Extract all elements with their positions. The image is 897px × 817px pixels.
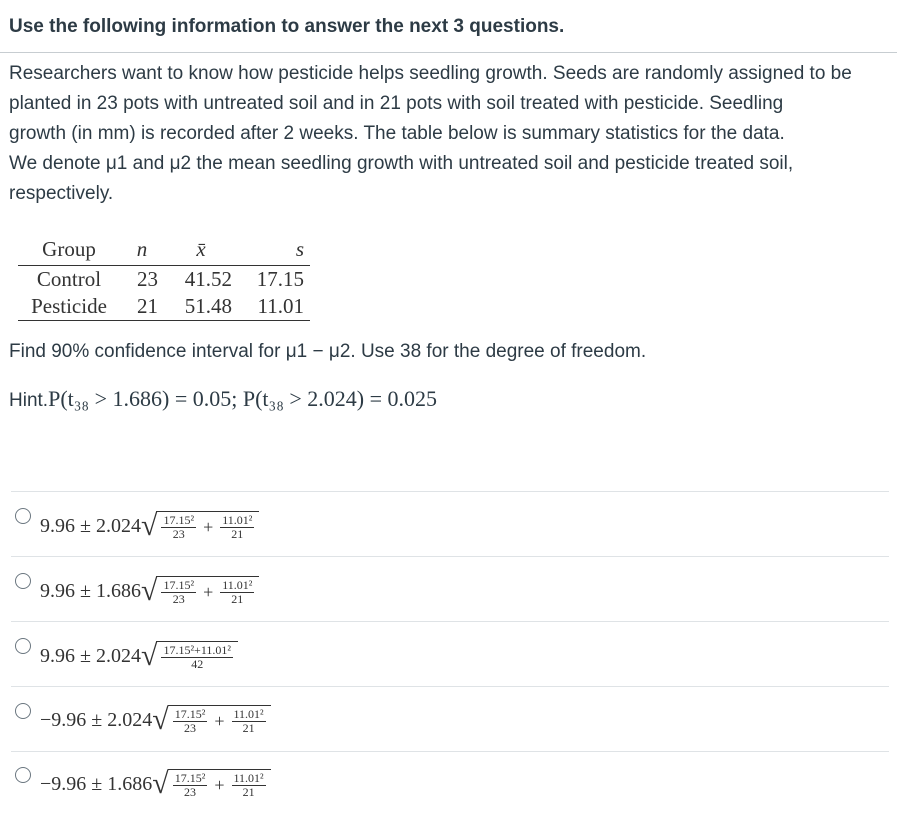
radical-sign: √	[152, 767, 169, 800]
option-e-radio[interactable]	[15, 767, 31, 783]
plus-minus-symbol: ±	[91, 708, 103, 731]
option-critical-value: 2.024	[95, 514, 141, 537]
plus-minus-symbol: ±	[80, 579, 91, 602]
header-group: Group	[18, 234, 120, 266]
plus-symbol: +	[203, 582, 214, 602]
paragraph-line-2: planted in 23 pots with untreated soil and in 21 pots with soil treated with pesticide. Seedling	[9, 93, 784, 114]
option-critical-value: 2.024	[95, 644, 141, 667]
fraction-numerator: 11.01²	[233, 707, 264, 721]
table-header-row	[18, 234, 310, 266]
cell-sd: 11.01	[238, 293, 310, 321]
option-divider	[11, 491, 889, 492]
option-d-expression[interactable]	[40, 702, 271, 738]
fraction-denominator: 21	[231, 592, 244, 606]
plus-symbol: +	[214, 775, 225, 795]
cell-group: Pesticide	[18, 293, 120, 321]
paragraph-line-4: We denote μ1 and μ2 the mean seedling growth with untreated soil and pesticide treated soil,	[9, 153, 794, 174]
fraction-denominator: 23	[172, 592, 185, 606]
hint-label: Hint.	[9, 390, 49, 411]
plus-symbol: +	[214, 711, 225, 731]
square-root	[141, 511, 259, 541]
fraction-denominator: 21	[231, 527, 244, 541]
option-center: 9.96	[40, 579, 75, 602]
question-text: Find 90% confidence interval for μ1 − μ2. Use 38 for the degree of freedom.	[9, 341, 647, 362]
option-divider	[11, 556, 889, 557]
cell-mean: 51.48	[164, 293, 238, 321]
summary-statistics-table	[18, 234, 310, 321]
fraction-numerator: 11.01²	[233, 771, 264, 785]
paragraph-line-1: Researchers want to know how pesticide helps seedling growth. Seeds are randomly assigned to be	[9, 63, 852, 84]
option-center: 9.96	[40, 644, 75, 667]
cell-n: 23	[137, 267, 158, 291]
option-center: −9.96	[40, 772, 87, 795]
plus-minus-symbol: ±	[91, 772, 103, 795]
option-divider	[11, 621, 889, 622]
option-a-radio[interactable]	[15, 508, 31, 524]
radical-sign: √	[140, 509, 158, 542]
paragraph-line-5: respectively.	[9, 183, 114, 204]
radical-sign: √	[140, 639, 158, 672]
option-d-radio[interactable]	[15, 703, 31, 719]
option-divider	[11, 686, 889, 687]
table-row	[18, 293, 310, 321]
radical-sign: √	[140, 574, 158, 607]
option-critical-value: 2.024	[107, 708, 153, 731]
option-divider	[11, 751, 889, 752]
option-b-radio[interactable]	[15, 573, 31, 589]
plus-symbol: +	[203, 517, 214, 537]
fraction-denominator: 23	[172, 527, 185, 541]
fraction-numerator: 17.15²	[163, 578, 195, 592]
square-root	[141, 641, 238, 671]
option-center: −9.96	[40, 708, 87, 731]
fraction-numerator: 17.15²	[163, 513, 195, 527]
option-center: 9.96	[40, 514, 75, 537]
option-b-expression[interactable]	[40, 573, 259, 609]
fraction-denominator: 42	[191, 657, 204, 671]
fraction-denominator: 21	[242, 785, 255, 799]
fraction-numerator: 11.01²	[222, 513, 253, 527]
plus-minus-symbol: ±	[80, 644, 91, 667]
fraction-numerator: 17.15²	[174, 771, 206, 785]
option-a-expression[interactable]	[40, 508, 259, 544]
square-root	[152, 769, 270, 799]
table-row	[18, 266, 310, 294]
header-n: n	[120, 234, 164, 266]
fraction-denominator: 21	[242, 721, 255, 735]
fraction-denominator: 23	[184, 721, 197, 735]
hint-expression: P(t₃₈ > 1.686) = 0.05; P(t₃₈ > 2.024) = 0.025	[48, 386, 437, 411]
fraction-denominator: 23	[184, 785, 197, 799]
option-critical-value: 1.686	[107, 772, 153, 795]
header-sd: s	[238, 234, 310, 266]
square-root	[152, 705, 270, 735]
cell-mean: 41.52	[184, 267, 232, 291]
radical-sign: √	[152, 703, 169, 736]
cell-sd: 17.15	[256, 267, 304, 291]
paragraph-line-3: growth (in mm) is recorded after 2 weeks. The table below is summary statistics for the data.	[9, 123, 785, 144]
fraction-numerator: 11.01²	[222, 578, 253, 592]
cell-n: 21	[120, 293, 164, 321]
top-divider	[0, 52, 897, 53]
option-e-expression[interactable]	[40, 766, 271, 802]
square-root	[141, 576, 259, 606]
option-c-expression[interactable]	[40, 636, 238, 676]
option-critical-value: 1.686	[95, 579, 141, 602]
option-c-radio[interactable]	[15, 638, 31, 654]
fraction-numerator: 17.15²+11.01²	[163, 643, 231, 657]
plus-minus-symbol: ±	[80, 514, 91, 537]
fraction-numerator: 17.15²	[174, 707, 206, 721]
header-mean: x̄	[164, 234, 238, 266]
hint-text	[9, 386, 437, 412]
cell-group: Control	[36, 267, 102, 291]
instructions-title: Use the following information to answer the next 3 questions.	[9, 16, 565, 37]
